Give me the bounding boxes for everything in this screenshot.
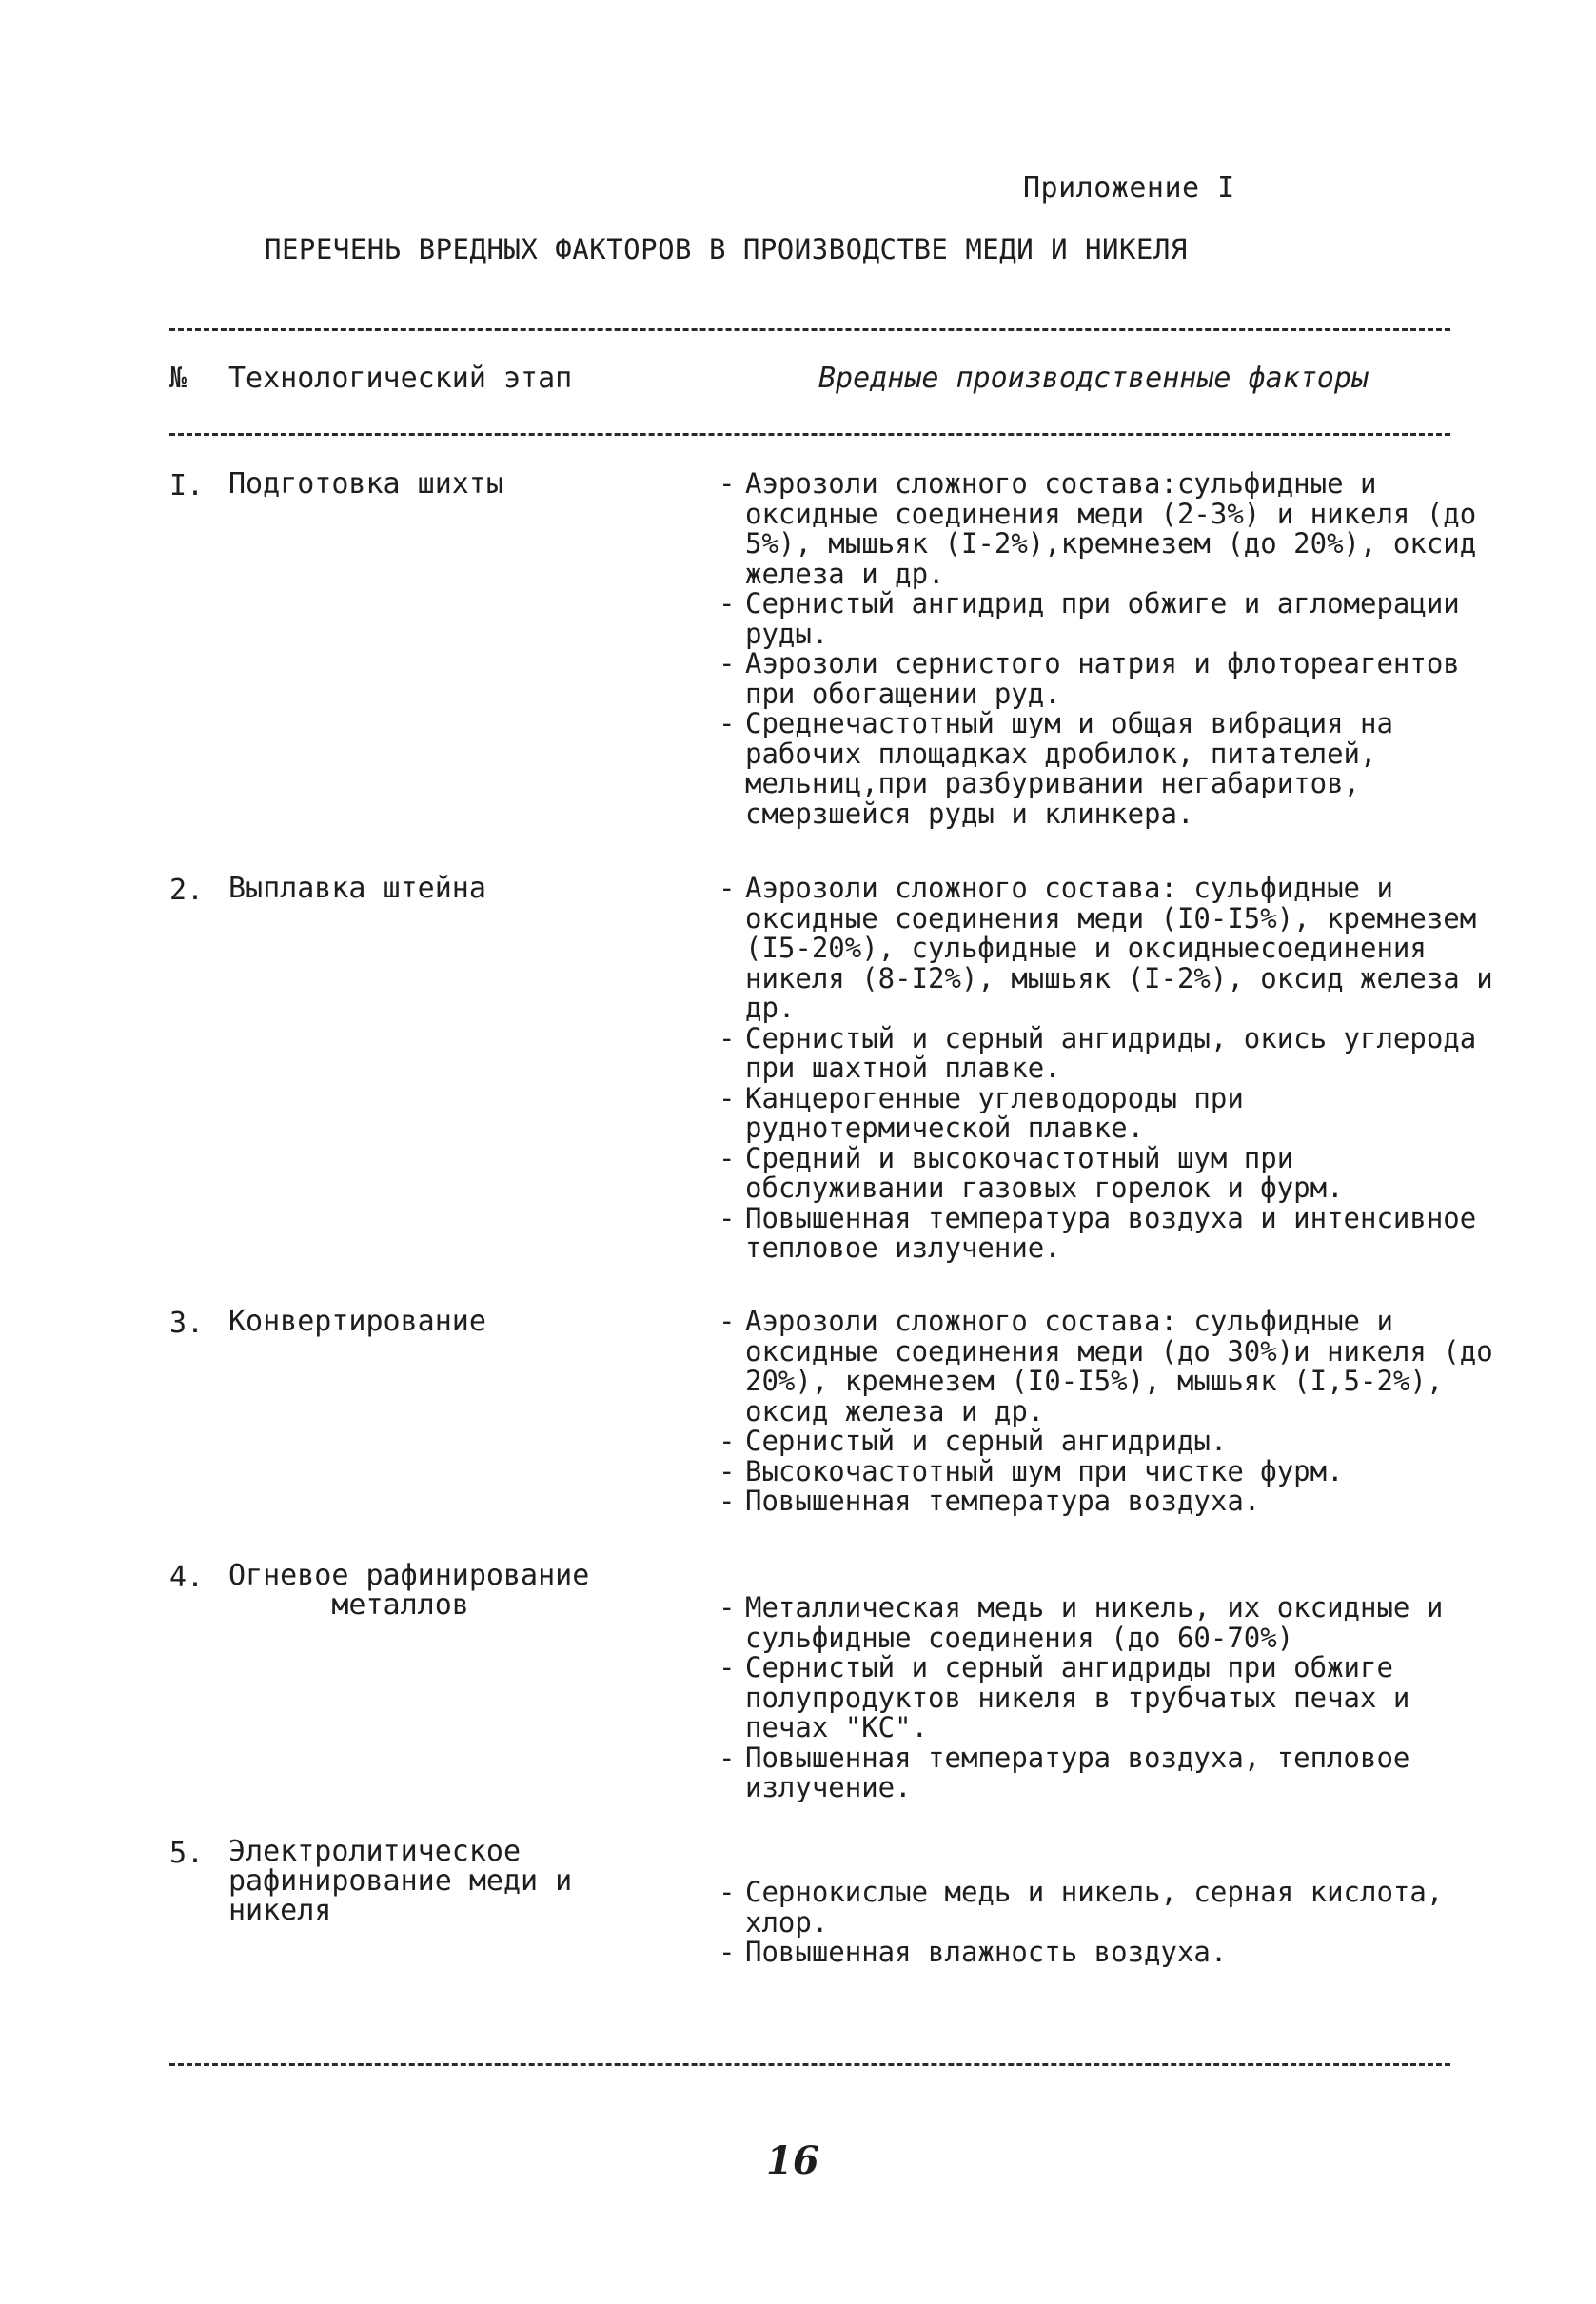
row-stage: Выплавка штейна (228, 872, 486, 905)
factor-item: - Аэрозоли сложного состава: сульфидные и оксидные соединения меди (I0-I5%), кремнезем (I5-20%), сульфидные и оксидныесоединения никеля (8-I2%), мышьяк (I-2%), оксид железа и др. (719, 874, 1499, 1024)
row-stage: Электролитическое рафинирование меди и никеля (228, 1835, 573, 1927)
factor-item: - Повышенная влажность воздуха. (719, 1938, 1499, 1968)
document-title: ПЕРЕЧЕНЬ ВРЕДНЫХ ФАКТОРОВ В ПРОИЗВОДСТВЕ МЕДИ И НИКЕЛЯ (265, 233, 1188, 266)
row-number: 2. (169, 874, 205, 907)
row-number: 5. (169, 1837, 205, 1870)
factor-item: - Повышенная температура воздуха, тепловое излучение. (719, 1743, 1499, 1803)
factor-item: - Сернокислые медь и никель, серная кислота, хлор. (719, 1878, 1499, 1938)
factor-item: - Аэрозоли сложного состава:сульфидные и оксидные соединения меди (2-3%) и никеля (до 5%), мышьяк (I-2%),кремнезем (до 20%), оксид железа и др. (719, 469, 1499, 589)
table-bottom-rule (169, 2063, 1450, 2066)
factor-item: - Сернистый и серный ангидриды, окись углерода при шахтной плавке. (719, 1024, 1499, 1084)
factor-item: - Аэрозоли сложного состава: сульфидные и оксидные соединения меди (до 30%)и никеля (до 20%), кремнезем (I0-I5%), мышьяк (I,5-2%), оксид железа и др. (719, 1307, 1499, 1427)
appendix-label: Приложение I (1023, 171, 1235, 205)
factor-item: - Канцерогенные углеводороды при руднотермической плавке. (719, 1084, 1499, 1144)
column-header-number: № (169, 362, 187, 395)
row-number: 4. (169, 1561, 205, 1594)
row-stage: Огневое рафинирование металлов (228, 1559, 590, 1622)
row-factors (719, 1878, 1499, 1968)
row-stage: Подготовка шихты (228, 467, 503, 501)
factor-item: - Сернистый и серный ангидриды. (719, 1427, 1499, 1457)
header-bottom-rule (169, 433, 1450, 436)
row-factors (719, 469, 1499, 829)
row-number: 3. (169, 1307, 205, 1340)
factor-item: - Среднечастотный шум и общая вибрация на рабочих площадках дробилок, питателей, мельниц,при разбуривании негабаритов, смерзшейся руды и клинкера. (719, 709, 1499, 829)
row-stage: Конвертирование (228, 1305, 486, 1338)
row-number: I. (169, 469, 205, 502)
row-factors (719, 1593, 1499, 1803)
factor-item: - Повышенная температура воздуха. (719, 1487, 1499, 1517)
factor-item: - Повышенная температура воздуха и интенсивное тепловое излучение. (719, 1204, 1499, 1264)
column-header-stage: Технологический этап (228, 362, 573, 395)
page-number: 16 (766, 2138, 819, 2183)
factor-item: - Сернистый ангидрид при обжиге и агломерации руды. (719, 589, 1499, 649)
factor-item: - Аэрозоли сернистого натрия и флотореагентов при обогащении руд. (719, 649, 1499, 709)
factor-item: - Средний и высокочастотный шум при обслуживании газовых горелок и фурм. (719, 1144, 1499, 1204)
column-header-factors: Вредные производственные факторы (818, 362, 1369, 395)
factor-item: - Высокочастотный шум при чистке фурм. (719, 1457, 1499, 1487)
factor-item: - Металлическая медь и никель, их оксидные и сульфидные соединения (до 60-70%) (719, 1593, 1499, 1653)
row-factors (719, 1307, 1499, 1517)
table-top-rule (169, 328, 1450, 331)
factor-item: - Сернистый и серный ангидриды при обжиге полупродуктов никеля в трубчатых печах и печах "КС". (719, 1653, 1499, 1743)
row-factors (719, 874, 1499, 1264)
